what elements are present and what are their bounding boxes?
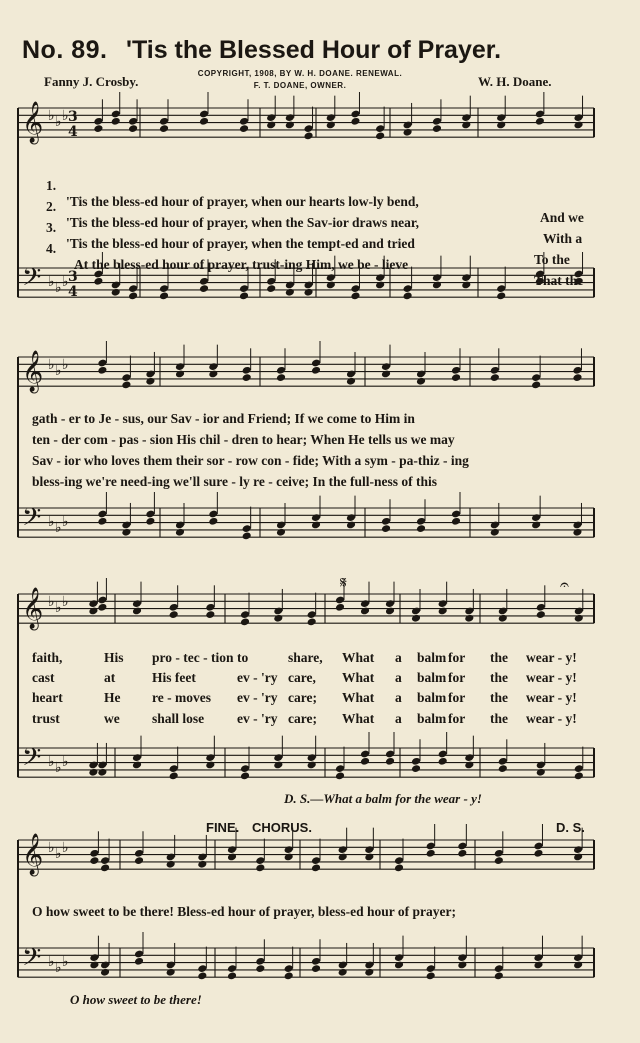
note-head — [100, 863, 110, 872]
flat-sign: ♭ — [55, 600, 62, 616]
note-head — [498, 614, 508, 623]
flat-sign: ♭ — [62, 357, 69, 373]
note-head — [426, 849, 436, 858]
lyric-word: a — [395, 711, 402, 726]
note-head — [199, 284, 209, 293]
lyric-word: re - moves — [152, 690, 211, 705]
fine-label: FINE. — [206, 820, 240, 835]
note-head — [205, 610, 215, 619]
treble-clef: 𝄞 — [22, 102, 44, 143]
note-head — [266, 284, 276, 293]
lyric-word: shall lose — [152, 711, 205, 726]
lyric-word: the — [490, 650, 508, 665]
note-head — [438, 757, 448, 766]
note-head — [573, 121, 583, 130]
lyric-word: What — [342, 711, 375, 726]
note-head — [350, 291, 360, 300]
flat-sign: ♭ — [48, 954, 55, 970]
note-head — [346, 377, 356, 386]
note-head — [572, 528, 582, 537]
note-head — [276, 528, 286, 537]
note-head — [197, 860, 207, 869]
note-head — [311, 521, 321, 530]
treble-clef: 𝄞 — [22, 588, 44, 629]
lyric-word: a — [395, 670, 402, 685]
lyric-word: at — [104, 670, 116, 685]
note-head — [284, 853, 294, 862]
note-head — [276, 373, 286, 382]
lyric-word: faith, — [32, 650, 63, 665]
lyric-word: care; — [288, 711, 317, 726]
note-head — [394, 961, 404, 970]
note-head — [416, 377, 426, 386]
note-head — [364, 853, 374, 862]
note-head — [169, 771, 179, 780]
flat-sign: ♭ — [48, 754, 55, 770]
note-head — [335, 771, 345, 780]
ds-label: D. S. — [556, 820, 585, 835]
note-head — [381, 524, 391, 533]
note-head — [273, 761, 283, 770]
note-head — [285, 288, 295, 297]
note-head — [134, 957, 144, 966]
note-head — [338, 968, 348, 977]
note-head — [227, 971, 237, 980]
note-head — [240, 617, 250, 626]
verse-text: 'Tis the bless-ed hour of prayer, when the Sav-ior draws near, — [66, 215, 420, 230]
lyric-word: What — [342, 690, 375, 705]
note-head — [307, 761, 317, 770]
verse-pickup: With a — [543, 231, 583, 246]
note-head — [159, 291, 169, 300]
lyric-word: to — [237, 650, 249, 665]
lyric-word: the — [490, 670, 508, 685]
note-head — [464, 614, 474, 623]
segno-sign: 𝄋 — [340, 573, 347, 592]
note-head — [457, 961, 467, 970]
note-head — [97, 517, 107, 526]
note-head — [375, 281, 385, 290]
flat-sign: ♭ — [62, 514, 69, 530]
verse-3-line-3 — [0, 690, 640, 709]
note-head — [88, 768, 98, 777]
bass-clef: 𝄢 — [22, 263, 42, 298]
time-signature: 3 — [68, 269, 78, 285]
lyric-word: He — [104, 690, 121, 705]
flat-sign: ♭ — [62, 840, 69, 856]
note-head — [375, 131, 385, 140]
lyric-word: the — [490, 690, 508, 705]
note-head — [132, 607, 142, 616]
note-head — [166, 968, 176, 977]
note-head — [88, 607, 98, 616]
note-head — [227, 853, 237, 862]
note-head — [208, 517, 218, 526]
lyric-word: for — [448, 690, 466, 705]
note-head — [93, 277, 103, 286]
lyric-word: wear - y! — [526, 711, 577, 726]
note-head — [166, 860, 176, 869]
lyric-word: for — [448, 670, 466, 685]
verse-text: 'Tis the bless-ed hour of prayer, when the tempt-ed and tried — [66, 236, 415, 251]
note-head — [134, 856, 144, 865]
note-head — [385, 757, 395, 766]
note-head — [303, 288, 313, 297]
flat-sign: ♭ — [55, 846, 62, 862]
verse-1-line-3 — [0, 650, 640, 669]
note-head — [490, 528, 500, 537]
note-head — [394, 863, 404, 872]
flat-sign: ♭ — [48, 357, 55, 373]
note-head — [464, 761, 474, 770]
verse-4-line-3 — [0, 711, 640, 730]
flat-sign: ♭ — [55, 114, 62, 130]
flat-sign: ♭ — [48, 274, 55, 290]
note-head — [574, 771, 584, 780]
note-head — [199, 117, 209, 126]
note-head — [335, 603, 345, 612]
verse-1-line-2: gath - er to Je - sus, our Sav - ior and Friend; If we come to Him in — [32, 411, 415, 426]
note-head — [411, 764, 421, 773]
lyric-word: What — [342, 650, 375, 665]
lyric-word: balm — [417, 670, 447, 685]
note-head — [255, 964, 265, 973]
note-head — [531, 521, 541, 530]
flat-sign: ♭ — [55, 280, 62, 296]
flat-sign: ♭ — [62, 754, 69, 770]
note-head — [239, 124, 249, 133]
lyric-word: heart — [32, 690, 63, 705]
chorus-lyric: O how sweet to be there! Bless-ed hour of prayer, bless-ed hour of prayer; — [32, 904, 456, 919]
verse-number: 3. — [46, 220, 57, 235]
note-head — [205, 761, 215, 770]
lyric-word: for — [448, 711, 466, 726]
flat-sign: ♭ — [55, 363, 62, 379]
flat-sign: ♭ — [48, 108, 55, 124]
lyric-word: share, — [288, 650, 323, 665]
lyric-word: for — [448, 650, 466, 665]
note-head — [461, 121, 471, 130]
lyric-word: ev - 'ry — [237, 690, 278, 705]
note-head — [132, 761, 142, 770]
composer-credit: W. H. Doane. — [478, 74, 552, 89]
verse-pickup: That the — [534, 273, 584, 288]
note-head — [426, 971, 436, 980]
note-head — [461, 281, 471, 290]
note-head — [242, 531, 252, 540]
note-head — [145, 517, 155, 526]
note-head — [338, 853, 348, 862]
verse-number: 1. — [46, 178, 57, 193]
treble-clef: 𝄞 — [22, 351, 44, 392]
lyric-word: pro - tec - tion — [152, 650, 234, 665]
note-head — [451, 517, 461, 526]
note-head — [535, 117, 545, 126]
note-head — [284, 971, 294, 980]
note-head — [128, 291, 138, 300]
fermata-sign: 𝄐 — [560, 575, 569, 594]
note-head — [360, 607, 370, 616]
lyric-word: care; — [288, 690, 317, 705]
note-head — [239, 291, 249, 300]
note-head — [97, 768, 107, 777]
note-head — [416, 524, 426, 533]
note-head — [536, 768, 546, 777]
copyright-line-2: F. T. DOANE, OWNER. — [253, 81, 347, 90]
time-signature: 4 — [68, 124, 78, 140]
note-head — [326, 281, 336, 290]
lyric-word: His feet — [152, 670, 196, 685]
note-head — [490, 373, 500, 382]
note-head — [360, 757, 370, 766]
lyric-word: His — [104, 650, 124, 665]
note-head — [121, 528, 131, 537]
note-head — [111, 288, 121, 297]
flat-sign: ♭ — [62, 274, 69, 290]
lyric-word: balm — [417, 711, 447, 726]
lyric-word: wear - y! — [526, 690, 577, 705]
copyright-line-1: COPYRIGHT, 1908, BY W. H. DOANE. RENEWAL. — [197, 69, 403, 78]
note-head — [159, 124, 169, 133]
lyric-word: the — [490, 711, 508, 726]
lyric-word: trust — [32, 711, 60, 726]
note-head — [496, 291, 506, 300]
note-head — [311, 964, 321, 973]
note-head — [498, 764, 508, 773]
bass-clef: 𝄢 — [22, 743, 42, 778]
note-head — [197, 971, 207, 980]
note-head — [531, 380, 541, 389]
note-head — [326, 121, 336, 130]
note-head — [311, 366, 321, 375]
lyric-word: ev - 'ry — [237, 670, 278, 685]
note-head — [89, 961, 99, 970]
note-head — [536, 610, 546, 619]
note-head — [89, 856, 99, 865]
note-head — [494, 971, 504, 980]
time-signature: 4 — [68, 284, 78, 300]
note-head — [303, 131, 313, 140]
verse-2-line-3 — [0, 670, 640, 689]
author-credit: Fanny J. Crosby. — [44, 74, 139, 89]
lyric-word: care, — [288, 670, 316, 685]
note-head — [307, 617, 317, 626]
flat-sign: ♭ — [48, 514, 55, 530]
note-head — [97, 603, 107, 612]
note-head — [494, 856, 504, 865]
note-head — [175, 370, 185, 379]
note-head — [242, 373, 252, 382]
note-head — [145, 377, 155, 386]
verse-number: 4. — [46, 241, 57, 256]
note-head — [111, 117, 121, 126]
note-head — [100, 968, 110, 977]
verse-text: At the bless-ed hour of prayer, trust-ing Him, we be - lieve — [74, 257, 409, 272]
lyric-word: cast — [32, 670, 55, 685]
note-head — [411, 614, 421, 623]
note-head — [285, 121, 295, 130]
note-head — [572, 373, 582, 382]
verse-4-line-2: bless-ing we're need-ing we'll sure - ly re - ceive; In the full-ness of this — [32, 474, 437, 489]
note-head — [573, 853, 583, 862]
note-head — [364, 968, 374, 977]
note-head — [457, 849, 467, 858]
flat-sign: ♭ — [62, 594, 69, 610]
note-head — [533, 849, 543, 858]
note-head — [97, 366, 107, 375]
lyric-word: we — [104, 711, 120, 726]
note-head — [240, 771, 250, 780]
lyric-word: balm — [417, 650, 447, 665]
lyric-word: ev - 'ry — [237, 711, 278, 726]
lyric-word: balm — [417, 690, 447, 705]
lyric-word: wear - y! — [526, 670, 577, 685]
note-head — [432, 124, 442, 133]
note-head — [432, 281, 442, 290]
flat-sign: ♭ — [62, 954, 69, 970]
hymn-title: 'Tis the Blessed Hour of Prayer. — [126, 36, 502, 64]
chorus-bass-lyric: O how sweet to be there! — [70, 992, 202, 1007]
note-head — [350, 117, 360, 126]
lyric-word: What — [342, 670, 375, 685]
note-head — [346, 521, 356, 530]
lyric-word: wear - y! — [526, 650, 577, 665]
note-head — [381, 370, 391, 379]
note-head — [273, 614, 283, 623]
note-head — [266, 121, 276, 130]
note-head — [208, 370, 218, 379]
chorus-label: CHORUS. — [252, 820, 312, 835]
note-head — [403, 291, 413, 300]
bass-clef: 𝄢 — [22, 943, 42, 978]
note-head — [128, 124, 138, 133]
note-head — [255, 863, 265, 872]
lyric-word: a — [395, 690, 402, 705]
dal-segno-text: D. S.—What a balm for the wear - y! — [284, 791, 482, 806]
lyric-word: a — [395, 650, 402, 665]
note-head — [496, 121, 506, 130]
note-head — [451, 373, 461, 382]
verse-pickup: And we — [540, 210, 584, 225]
flat-sign: ♭ — [48, 594, 55, 610]
verse-number: 2. — [46, 199, 57, 214]
flat-sign: ♭ — [55, 520, 62, 536]
note-head — [574, 614, 584, 623]
flat-sign: ♭ — [62, 108, 69, 124]
flat-sign: ♭ — [55, 960, 62, 976]
note-head — [93, 124, 103, 133]
bass-clef: 𝄢 — [22, 503, 42, 538]
verse-2-line-2: ten - der com - pas - sion His chil - dren to hear; When He tells us we may — [32, 432, 455, 447]
note-head — [385, 607, 395, 616]
note-head — [403, 128, 413, 137]
treble-clef: 𝄞 — [22, 834, 44, 875]
note-head — [311, 863, 321, 872]
flat-sign: ♭ — [55, 760, 62, 776]
note-head — [169, 610, 179, 619]
note-head — [438, 607, 448, 616]
note-head — [121, 380, 131, 389]
verse-text: 'Tis the bless-ed hour of prayer, when our hearts low-ly bend, — [66, 194, 419, 209]
verse-3-line-2: Sav - ior who loves them their sor - row con - fide; With a sym - pa-thiz - ing — [32, 453, 469, 468]
verse-pickup: To the — [534, 252, 570, 267]
note-head — [573, 961, 583, 970]
note-head — [175, 528, 185, 537]
hymn-number: No. 89. — [22, 36, 108, 64]
note-head — [533, 961, 543, 970]
flat-sign: ♭ — [48, 840, 55, 856]
time-signature: 3 — [68, 109, 78, 125]
